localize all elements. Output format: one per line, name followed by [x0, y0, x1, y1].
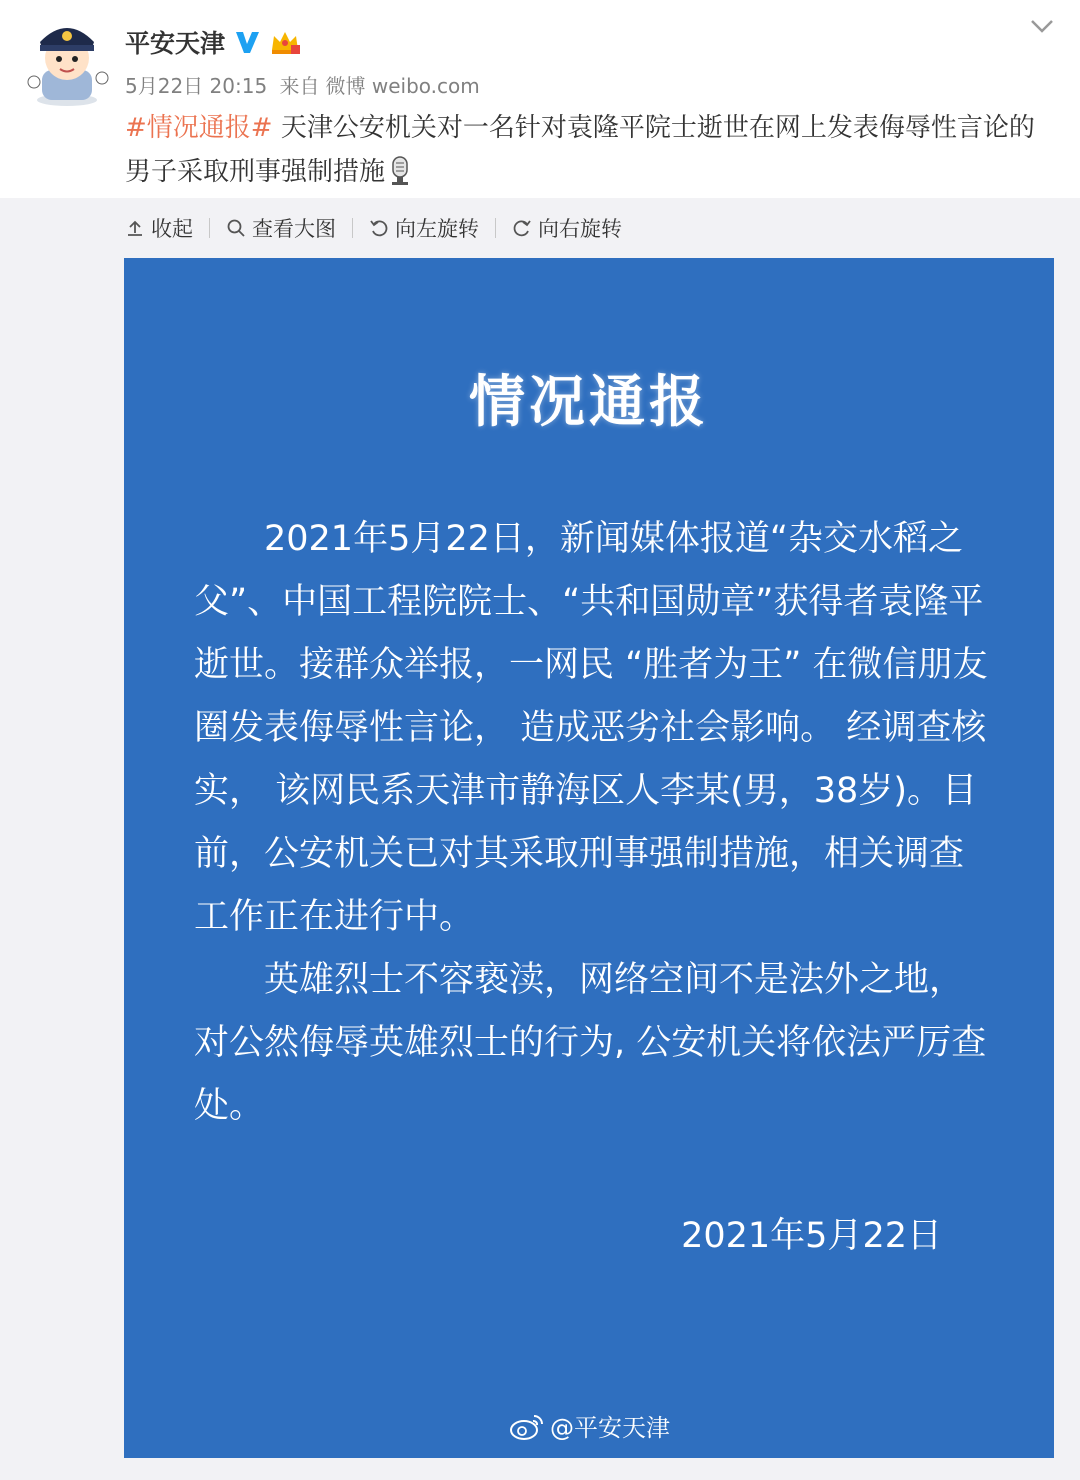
police-cartoon-avatar-icon: [22, 12, 112, 108]
avatar[interactable]: [22, 12, 112, 108]
toolbar-divider: [495, 218, 496, 238]
post-source[interactable]: 微博 weibo.com: [325, 74, 480, 98]
collapse-label: 收起: [151, 217, 193, 241]
rotate-left-label: 向左旋转: [395, 217, 479, 241]
notice-date: 2021年5月22日: [681, 1216, 942, 1256]
rotate-right-icon: [512, 218, 532, 238]
toolbar-divider: [209, 218, 210, 238]
weibo-post-header: [0, 0, 1080, 198]
username-row: [125, 24, 301, 60]
username[interactable]: 平安天津: [125, 29, 226, 58]
source-prefix: 来自: [279, 74, 320, 98]
weibo-logo-icon: [508, 1411, 546, 1441]
rotate-left-icon: [369, 218, 389, 238]
notice-image[interactable]: [124, 258, 1054, 1458]
post-text: [125, 106, 1060, 194]
notice-title: 情况通报: [469, 369, 709, 435]
rotate-right-label: 向右旋转: [538, 217, 622, 241]
hashtag-link[interactable]: #情况通报#: [125, 113, 273, 143]
notice-paragraph-2: 英雄烈士不容亵渎，网络空间不是法外之地，对公然侮辱英雄烈士的行为, 公安机关将依法严厉查处。: [194, 960, 987, 1126]
notice-paragraph-1: 2021年5月22日，新闻媒体报道“杂交水稻之父”、中国工程院院士、“共和国勋章”获得者袁隆平逝世。接群众举报，一网民 “胜者为王” 在微信朋友圈发表侮辱性言论， 造成恶劣社会影响。 经调查核实， 该网民系天津市静海区人李某(男，38岁)。目前，公安机关已对其采取刑事强制措施，相关调查工作正在进行中。: [194, 519, 988, 937]
view-large-button[interactable]: [226, 213, 336, 243]
post-date[interactable]: 5月22日 20:15: [125, 74, 268, 98]
post-body-text: 天津公安机关对一名针对袁隆平院士逝世在网上发表侮辱性言论的男子采取刑事强制措施: [125, 113, 1035, 187]
crown-icon[interactable]: [269, 28, 301, 56]
watermark-text: @平安天津: [550, 1414, 670, 1442]
view-large-label: 查看大图: [252, 217, 336, 241]
post-meta: [125, 70, 486, 99]
watermark: [124, 1408, 1054, 1443]
image-toolbar: [125, 212, 622, 244]
media-area: [0, 198, 1080, 1480]
rotate-left-button[interactable]: [369, 213, 479, 243]
search-icon: [226, 218, 246, 238]
collapse-up-icon: [125, 218, 145, 238]
microphone-emoji-icon: [387, 156, 413, 186]
toolbar-divider: [352, 218, 353, 238]
collapse-button[interactable]: [125, 213, 193, 243]
chevron-down-icon[interactable]: [1028, 16, 1056, 36]
verified-v-icon: [233, 28, 261, 56]
rotate-right-button[interactable]: [512, 213, 622, 243]
notice-body: [194, 508, 994, 1138]
